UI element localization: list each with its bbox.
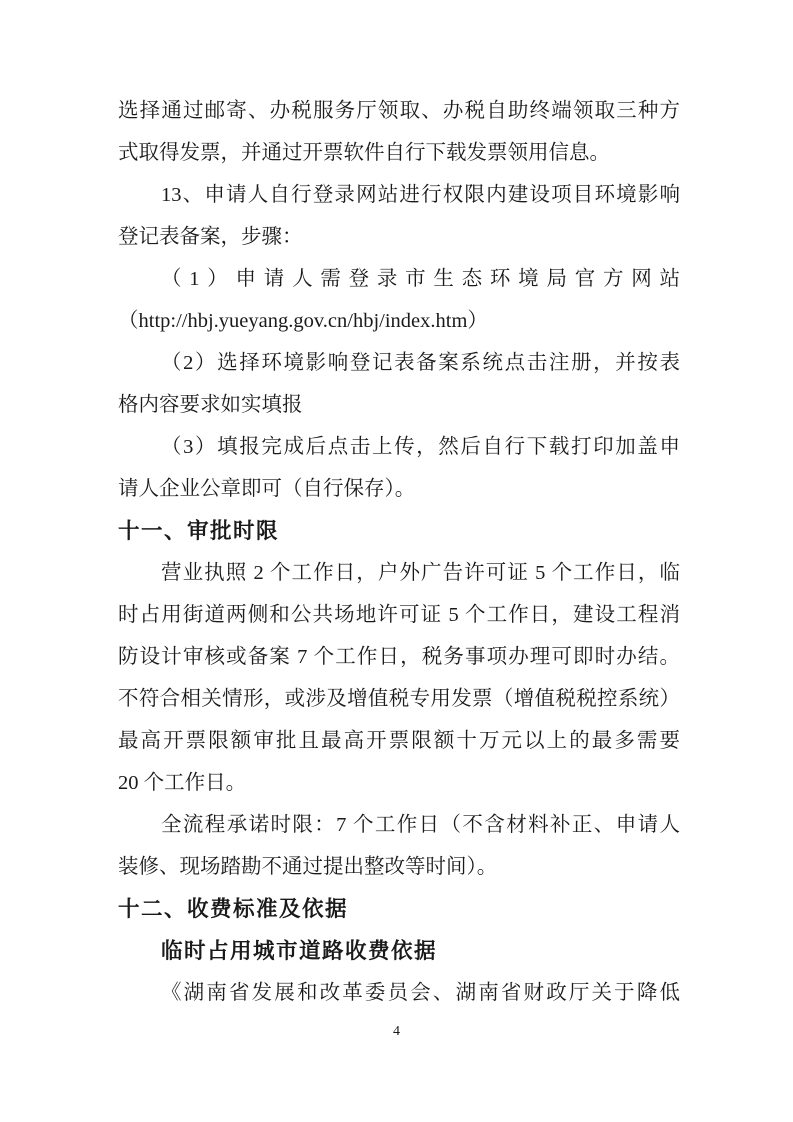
doc-line: 登记表备案，步骤： xyxy=(118,226,303,248)
doc-line: 营业执照 2 个工作日，户外广告许可证 5 个工作日，临 xyxy=(161,562,680,584)
doc-line: 20 个工作日。 xyxy=(118,772,247,794)
section-heading: 十一、审批时限 xyxy=(118,519,280,543)
doc-line: 13、申请人自行登录网站进行权限内建设项目环境影响 xyxy=(161,184,680,206)
doc-line: 不符合相关情形，或涉及增值税专用发票（增值税税控系统） xyxy=(118,688,680,710)
doc-line: 防设计审核或备案 7 个工作日，税务事项办理可即时办结。 xyxy=(118,646,680,668)
doc-line-url: （http://hbj.yueyang.gov.cn/hbj/index.htm） xyxy=(118,310,488,332)
doc-line: （1）申请人需登录市生态环境局官方网站 xyxy=(161,268,680,290)
doc-line: 格内容要求如实填报 xyxy=(118,394,303,416)
doc-line: 时占用街道两侧和公共场地许可证 5 个工作日，建设工程消 xyxy=(118,604,680,626)
doc-line: 式取得发票，并通过开票软件自行下载发票领用信息。 xyxy=(118,142,610,164)
document-content xyxy=(118,90,680,1014)
doc-line: 装修、现场踏勘不通过提出整改等时间）。 xyxy=(118,856,498,878)
doc-line: 请人企业公章即可（自行保存）。 xyxy=(118,478,416,500)
doc-line: （3）填报完成后点击上传，然后自行下载打印加盖申 xyxy=(161,436,680,458)
section-heading: 十二、收费标准及依据 xyxy=(118,897,349,921)
doc-line: 选择通过邮寄、办税服务厅领取、办税自助终端领取三种方 xyxy=(118,100,680,122)
doc-line: 《湖南省发展和改革委员会、湖南省财政厅关于降低 xyxy=(161,982,680,1004)
doc-line: （2）选择环境影响登记表备案系统点击注册，并按表 xyxy=(161,352,680,374)
page-number: 4 xyxy=(393,1024,400,1039)
doc-line: 全流程承诺时限：7 个工作日（不含材料补正、申请人 xyxy=(161,814,680,836)
sub-heading: 临时占用城市道路收费依据 xyxy=(161,939,438,963)
doc-line: 最高开票限额审批且最高开票限额十万元以上的最多需要 xyxy=(118,730,680,752)
